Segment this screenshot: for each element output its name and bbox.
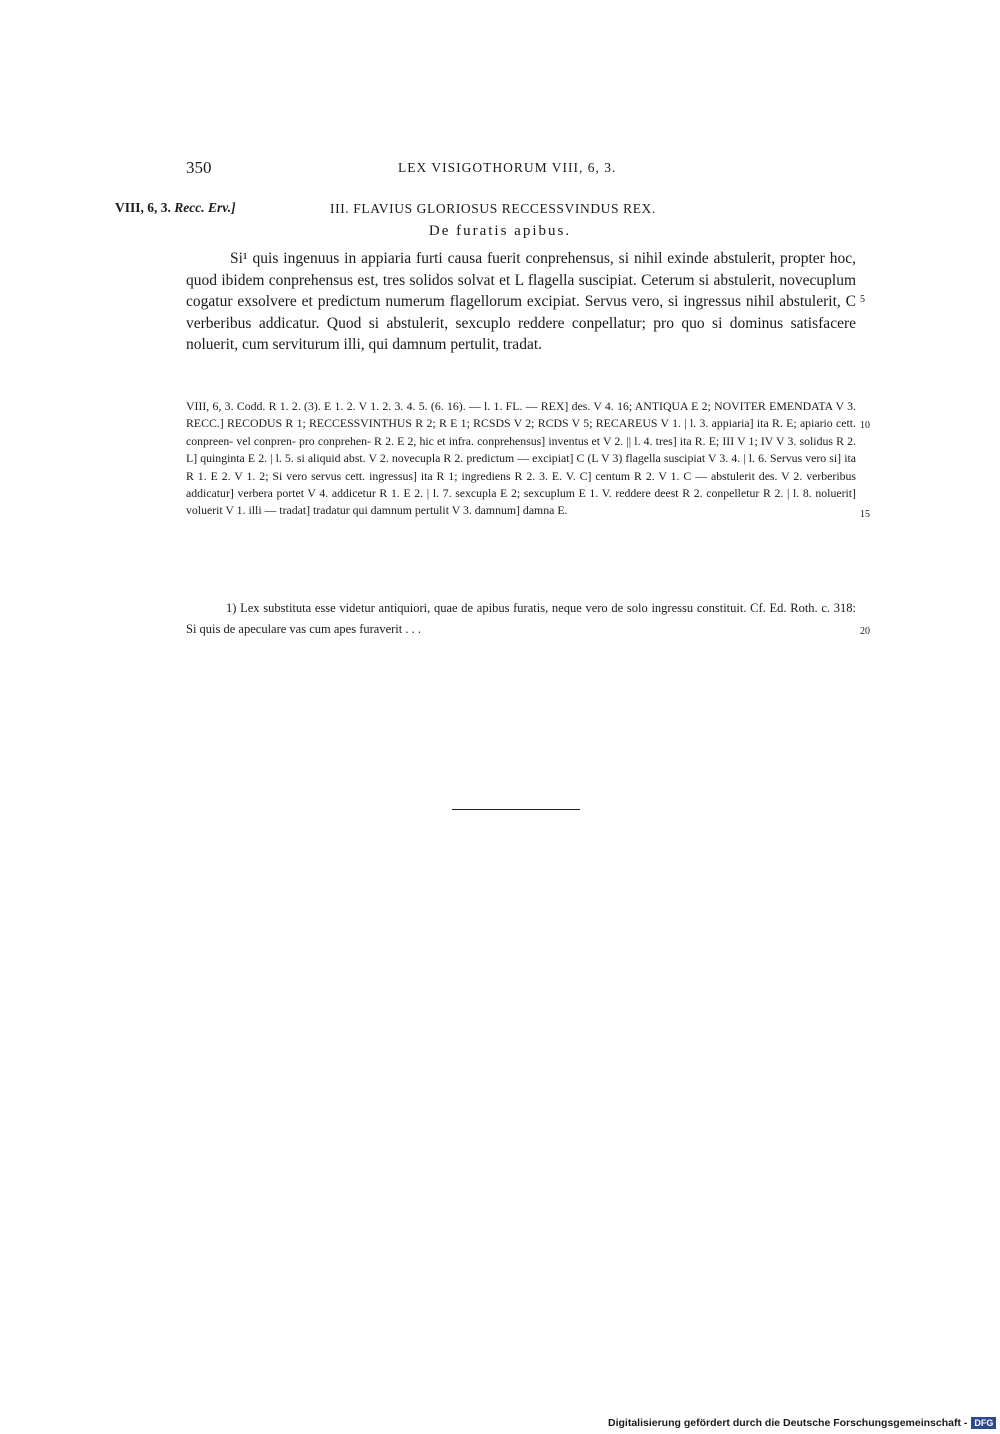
law-heading: III. FLAVIUS GLORIOSUS RECCESSVINDUS REX.	[330, 201, 656, 216]
footnote-text: 1) Lex substituta esse videtur antiquiori, quae de apibus furatis, neque vero de solo ingressu constituit. Cf. Ed. Roth. c. 318: Si quis de apeculare vas cum apes furaverit . . .	[186, 601, 856, 636]
line-number: 5	[860, 294, 865, 305]
running-head	[186, 158, 856, 180]
dfg-logo-icon: DFG	[971, 1417, 996, 1429]
line-number: 10	[860, 420, 870, 431]
footer-text: Digitalisierung gefördert durch die Deutsche Forschungsgemeinschaft -	[608, 1417, 968, 1429]
critical-apparatus	[186, 398, 856, 520]
section-divider	[452, 809, 580, 810]
line-number: 15	[860, 509, 870, 520]
law-body-text: Si¹ quis ingenuus in appiaria furti causa fuerit conprehensus, si nihil exinde abstulerit, propter hoc, quod ibidem conprehensus est, tres solidos solvat et L flagella suscipiat. Ceterum si abstulerit, novecuplum cogatur exsolvere et predictum numerum flagellorum excipiat. Servus vero, si ingressus nihil abstulerit, C verberibus addicatur. Quod si abstulerit, sexcuplo reddere conpellatur; pro quo si dominus satisfacere noluerit, cum serviturum illi, qui damnum pertulit, tradat.	[186, 250, 856, 354]
funding-footer	[608, 1417, 996, 1429]
law-body	[186, 248, 856, 356]
margin-ref-recension: Recc. Erv.]	[174, 200, 236, 215]
running-title: LEX VISIGOTHORUM VIII, 6, 3.	[398, 160, 617, 175]
margin-reference	[115, 200, 236, 216]
line-number: 20	[860, 626, 870, 637]
law-subtitle: De furatis apibus.	[428, 223, 572, 239]
margin-ref-label: VIII, 6, 3.	[115, 200, 171, 215]
footnote	[186, 598, 856, 640]
page-number: 350	[186, 158, 212, 177]
apparatus-text: VIII, 6, 3. Codd. R 1. 2. (3). E 1. 2. V 1. 2. 3. 4. 5. (6. 16). — l. 1. FL. — REX] des. V 4. 16; ANTIQUA E 2; NOVITER EMENDATA V 3. RECC.] RECODUS R 1; RECCESSVINTHUS R 2; R E 1; RCSDS V 2; RCDS V 5; RECAREUS V 1. | l. 3. appiaria] ita R. E; apiario cett. conpreen- vel conpren- pro conprehen- R 2. E 2, hic et infra. conprehensus] inventus et V 2. || l. 4. tres] ita R. E; III V 1; IV V 3. solidus R 2. L] quinginta E 2. | l. 5. si aliquid abst. V 2. novecupla R 2. predictum — excipiat] C (L V 3) flagella suscipiat V 3. 4. | l. 6. Servus vero si] ita R 1. E 2. V 1. 2; Si vero servus cett. ingressus] ita R 1; ingrediens R 2. 3. E. V. C] centum R 2. V 1. C — abstulerit des. V 2. verberibus addicatur] verbera portet V 4. addicetur R 1. E 2. | l. 7. sexcupla E 2; sexcuplum E 1. V. reddere deest R 2. conpelletur R 2. | l. 8. noluerit] voluerit V 1. illi — tradat] tradatur qui damnum pertulit V 3. damnum] damna E.	[186, 399, 856, 518]
